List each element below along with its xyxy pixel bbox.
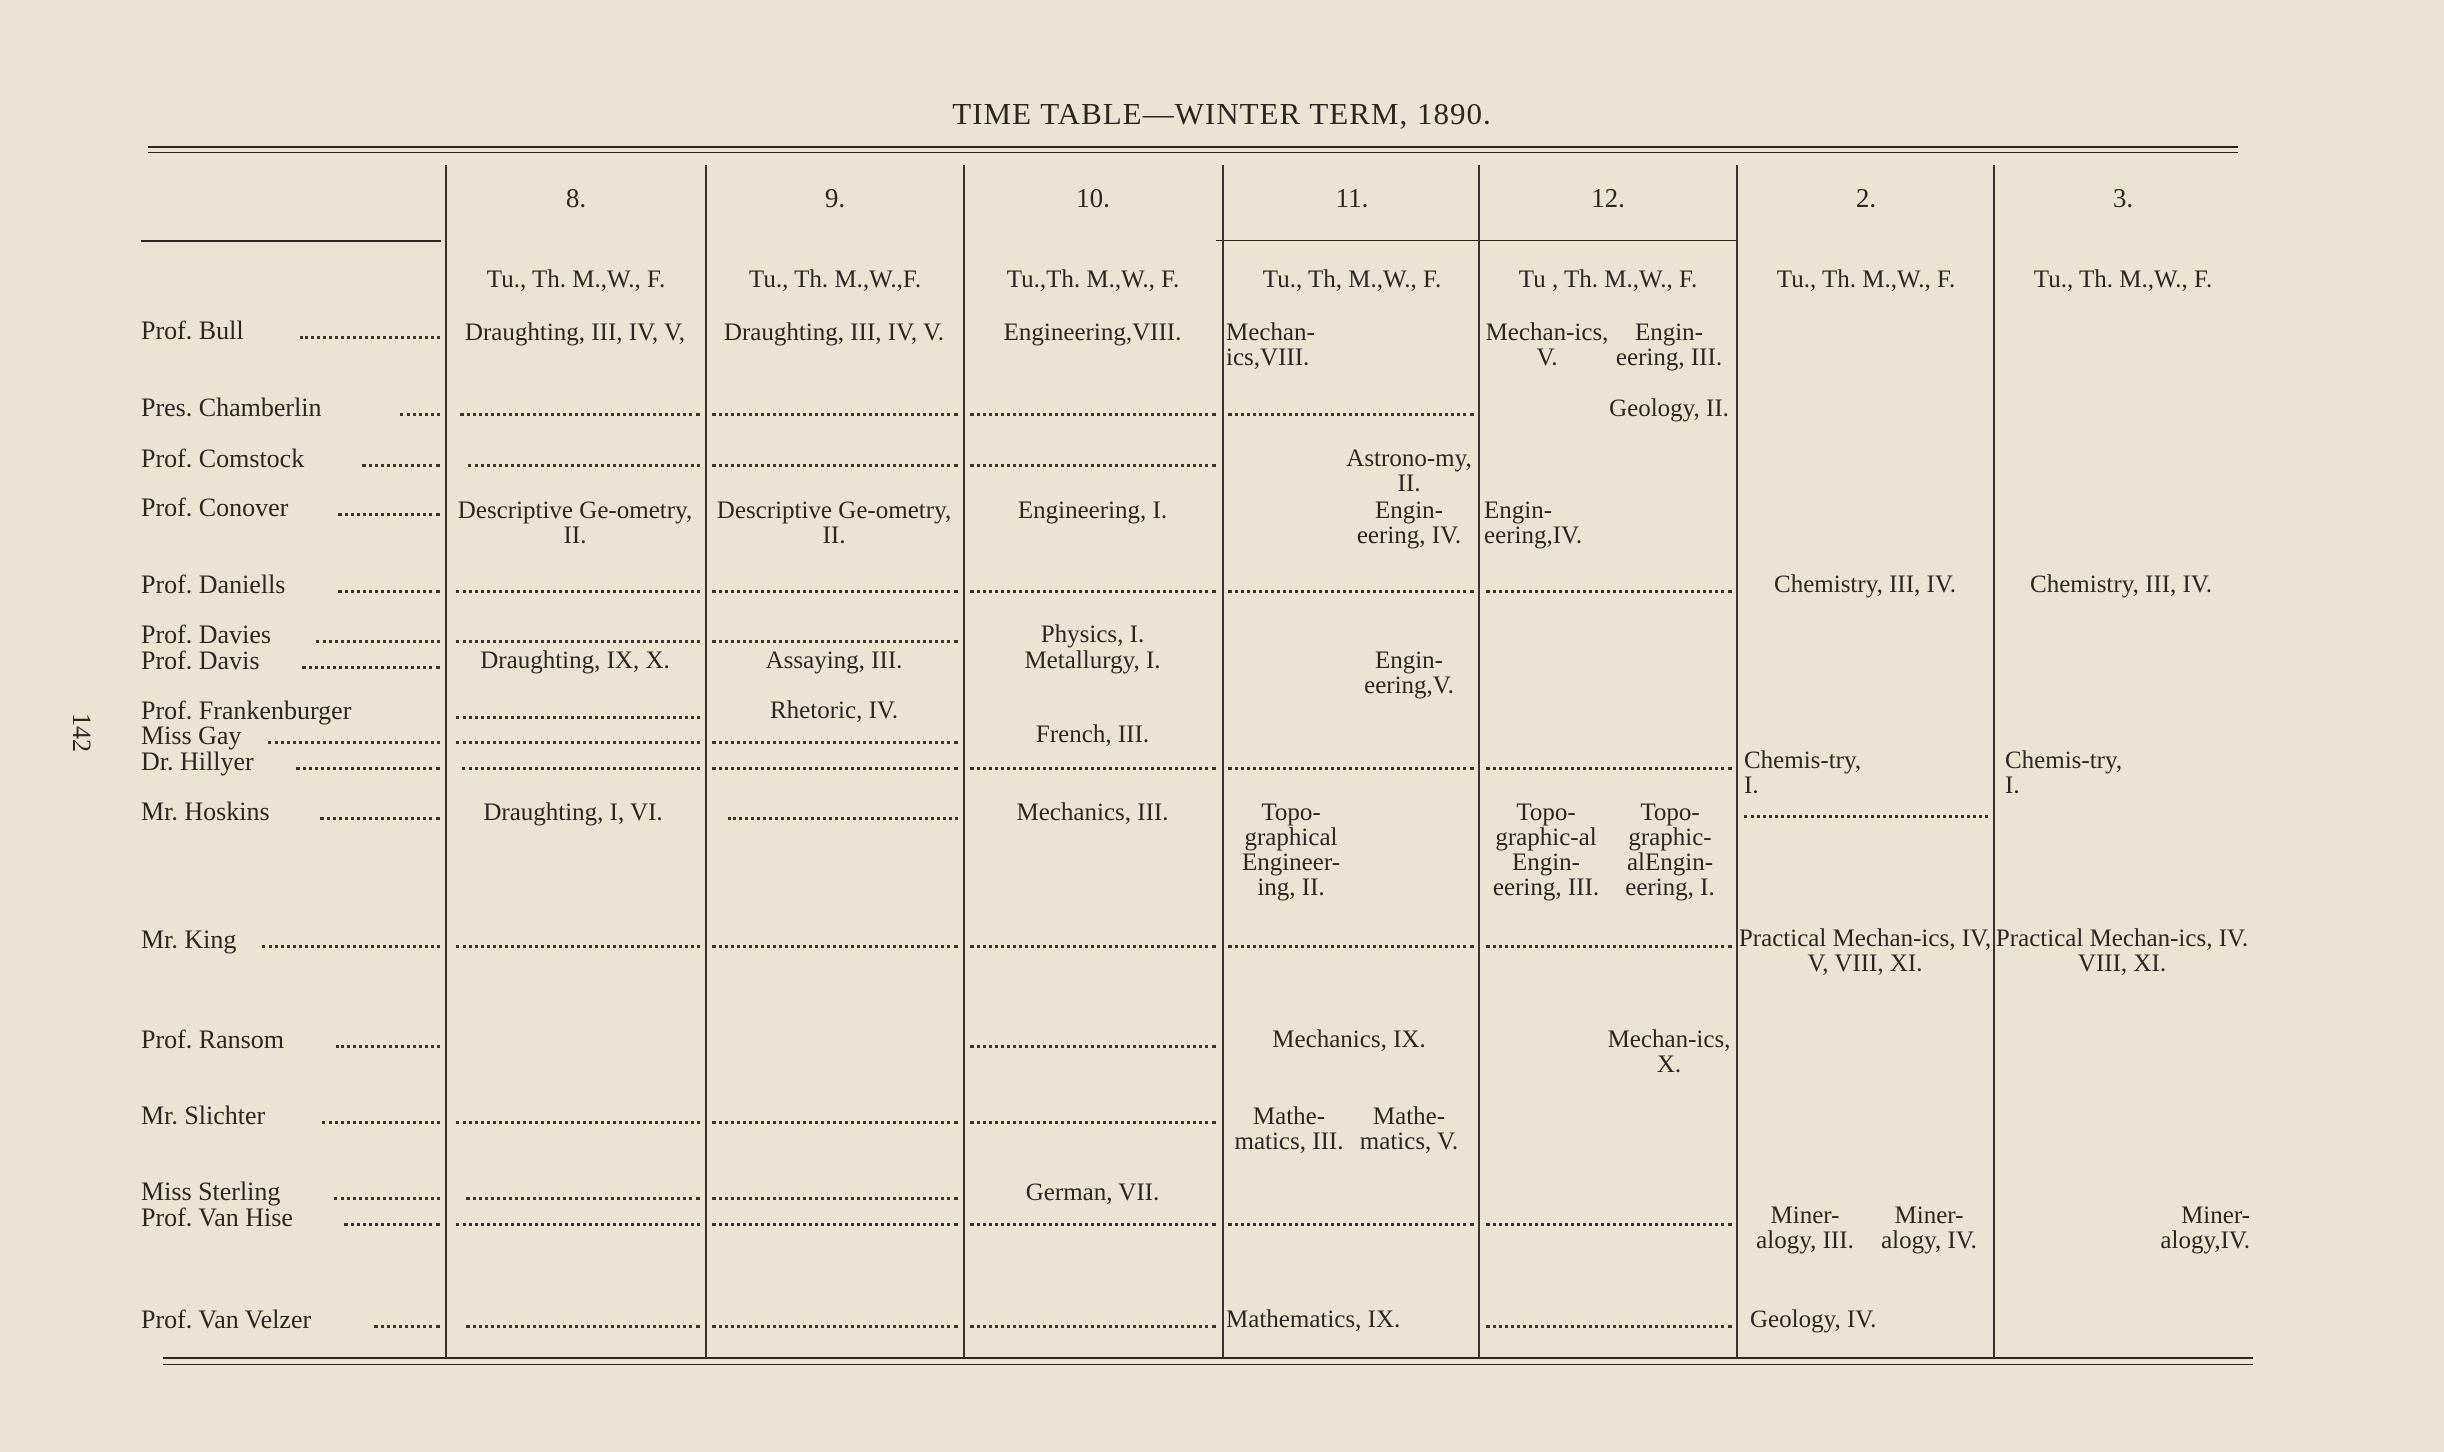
column-divider — [445, 165, 447, 1358]
empty-cell — [1228, 590, 1474, 593]
class-cell: Chemistry, III, IV. — [2030, 571, 2212, 598]
class-cell: Geology, II. — [1609, 395, 1729, 422]
day-header: Tu , Th. M.,W., F. — [1518, 266, 1698, 293]
instructor-name: Prof. Davies — [141, 620, 271, 649]
empty-cell — [970, 1045, 1216, 1048]
hour-header-12: 12. — [1591, 183, 1625, 213]
leader-dots — [322, 1121, 440, 1124]
instructor-name: Prof. Bull — [141, 316, 244, 345]
empty-cell — [1228, 413, 1474, 416]
empty-cell — [970, 767, 1216, 770]
class-cell: Miner-alogy,IV. — [2160, 1202, 2250, 1254]
hour-header-10: 10. — [1076, 183, 1110, 213]
instructor-name: Prof. Comstock — [141, 444, 305, 473]
class-cell: Mathe-matics, III. — [1234, 1103, 1344, 1155]
hour-header-2: 2. — [1855, 183, 1877, 213]
column-divider — [705, 165, 707, 1358]
leader-dots — [302, 666, 440, 669]
day-header: Tu., Th. M.,W., F. — [486, 266, 666, 293]
page-title: TIME TABLE—WINTER TERM, 1890. — [952, 96, 1492, 131]
empty-cell — [1486, 1223, 1732, 1226]
leader-dots — [344, 1223, 440, 1226]
leader-dots — [320, 817, 440, 820]
empty-cell — [466, 1325, 700, 1328]
class-cell: Draughting, IX, X. — [480, 647, 670, 674]
empty-cell — [970, 945, 1216, 948]
instructor-name: Miss Sterling — [141, 1177, 281, 1206]
day-header: Tu., Th, M.,W., F. — [1262, 266, 1442, 293]
top-rule-thin — [148, 152, 2238, 153]
day-header: Tu.,Th. M.,W., F. — [1006, 266, 1180, 293]
class-cell: Draughting, III, IV, V, — [464, 319, 686, 346]
empty-cell — [456, 945, 700, 948]
page-number: 142 — [67, 713, 96, 752]
leader-dots — [296, 767, 440, 770]
leader-dots — [334, 1197, 440, 1200]
column-divider — [1736, 165, 1738, 1358]
empty-cell — [456, 1121, 700, 1124]
empty-cell — [712, 590, 958, 593]
leader-dots — [400, 413, 440, 416]
class-cell: Engin-eering,IV. — [1484, 497, 1583, 549]
class-cell: German, VII. — [1025, 1179, 1160, 1206]
empty-cell — [970, 1325, 1216, 1328]
empty-cell — [468, 464, 700, 467]
instructor-name: Prof. Davis — [141, 646, 260, 675]
empty-cell — [712, 464, 958, 467]
empty-cell — [712, 1121, 958, 1124]
class-cell: Engineering,VIII. — [1003, 319, 1182, 346]
class-cell: Astrono-my, II. — [1346, 445, 1472, 497]
empty-cell — [712, 413, 958, 416]
column-divider — [1222, 165, 1224, 1358]
class-cell: Topo-graphic-alEngin-eering, I. — [1625, 799, 1715, 901]
leader-dots — [374, 1325, 440, 1328]
leader-dots — [316, 640, 440, 643]
instructor-name: Dr. Hillyer — [141, 747, 254, 776]
leader-dots — [338, 590, 440, 593]
class-cell: Engineering, I. — [1017, 497, 1168, 524]
class-cell: Engin-eering, IV. — [1356, 497, 1462, 549]
class-cell: Chemistry, III, IV. — [1774, 571, 1956, 598]
empty-cell — [712, 767, 958, 770]
header-rule — [141, 240, 441, 242]
hour-header-11: 11. — [1335, 183, 1369, 213]
empty-cell — [456, 590, 700, 593]
empty-cell — [1744, 815, 1988, 818]
class-cell: Descriptive Ge-ometry, II. — [457, 497, 693, 549]
empty-cell — [466, 1197, 700, 1200]
class-cell: Rhetoric, IV. — [770, 697, 898, 724]
bottom-rule — [163, 1357, 2253, 1359]
leader-dots — [262, 945, 440, 948]
empty-cell — [1486, 590, 1732, 593]
empty-cell — [970, 1121, 1216, 1124]
class-cell: Mechan-ics, X. — [1607, 1026, 1731, 1078]
class-cell: Physics, I. — [1040, 621, 1145, 648]
instructor-name: Miss Gay — [141, 721, 242, 750]
class-cell: Engin-eering, III. — [1615, 319, 1723, 371]
empty-cell — [1486, 767, 1732, 770]
class-cell: Mathematics, IX. — [1226, 1306, 1401, 1333]
hour-header-9: 9. — [824, 183, 846, 213]
empty-cell — [456, 640, 700, 643]
class-cell: Practical Mechan-ics, IV, V, VIII, XI. — [1738, 925, 1992, 977]
empty-cell — [1228, 1223, 1474, 1226]
instructor-name: Prof. Van Hise — [141, 1203, 293, 1232]
header-rule-right — [1216, 240, 1736, 241]
day-header: Tu., Th. M.,W., F. — [2033, 266, 2213, 293]
instructor-name: Mr. King — [141, 925, 237, 954]
class-cell: Chemis-try, I. — [2005, 747, 2123, 799]
day-header: Tu., Th. M.,W.,F. — [748, 266, 922, 293]
empty-cell — [712, 1325, 958, 1328]
empty-cell — [712, 640, 958, 643]
class-cell: Mechan-ics,VIII. — [1226, 319, 1315, 371]
instructor-name: Prof. Van Velzer — [141, 1305, 312, 1334]
instructor-name: Pres. Chamberlin — [141, 393, 322, 422]
empty-cell — [456, 1223, 700, 1226]
empty-cell — [970, 413, 1216, 416]
empty-cell — [460, 413, 700, 416]
top-rule — [148, 146, 2238, 148]
empty-cell — [970, 464, 1216, 467]
class-cell: Miner-alogy, IV. — [1881, 1202, 1977, 1254]
empty-cell — [728, 817, 958, 820]
hour-header-3: 3. — [2112, 183, 2134, 213]
column-divider — [1478, 165, 1480, 1358]
class-cell: Assaying, III. — [765, 647, 903, 674]
class-cell: Chemis-try, I. — [1744, 747, 1862, 799]
instructor-name: Mr. Slichter — [141, 1101, 266, 1130]
empty-cell — [970, 1223, 1216, 1226]
class-cell: Miner-alogy, III. — [1756, 1202, 1854, 1254]
empty-cell — [462, 767, 700, 770]
leader-dots — [336, 1045, 440, 1048]
class-cell: Draughting, III, IV, V. — [723, 319, 945, 346]
leader-dots — [338, 513, 440, 516]
empty-cell — [712, 741, 958, 744]
empty-cell — [1486, 945, 1732, 948]
empty-cell — [970, 590, 1216, 593]
column-divider — [1993, 165, 1995, 1358]
class-cell: Engin-eering,V. — [1364, 647, 1454, 699]
empty-cell — [456, 716, 700, 719]
empty-cell — [1228, 767, 1474, 770]
instructor-name: Prof. Daniells — [141, 570, 286, 599]
instructor-name: Prof. Frankenburger — [141, 696, 352, 725]
class-cell: Topo-graphic-al Engin-eering, III. — [1492, 799, 1600, 901]
leader-dots — [362, 464, 440, 467]
class-cell: Mechanics, III. — [1016, 799, 1169, 826]
class-cell: Draughting, I, VI. — [483, 799, 663, 826]
class-cell: Mechan-ics, V. — [1485, 319, 1609, 371]
empty-cell — [712, 1197, 958, 1200]
class-cell: Mathe-matics, V. — [1359, 1103, 1459, 1155]
empty-cell — [1228, 945, 1474, 948]
empty-cell — [1486, 1325, 1732, 1328]
instructor-name: Prof. Conover — [141, 493, 289, 522]
column-divider — [963, 165, 965, 1358]
class-cell: Descriptive Ge-ometry, II. — [716, 497, 952, 549]
class-cell: Metallurgy, I. — [1024, 647, 1161, 674]
hour-header-8: 8. — [565, 183, 587, 213]
empty-cell — [456, 741, 700, 744]
class-cell: Topo-graphical Engineer-ing, II. — [1241, 799, 1341, 901]
empty-cell — [712, 1223, 958, 1226]
leader-dots — [268, 741, 440, 744]
leader-dots — [300, 336, 440, 339]
class-cell: Geology, IV. — [1750, 1306, 1877, 1333]
instructor-name: Prof. Ransom — [141, 1025, 284, 1054]
day-header: Tu., Th. M.,W., F. — [1776, 266, 1956, 293]
class-cell: Mechanics, IX. — [1272, 1026, 1426, 1053]
empty-cell — [712, 945, 958, 948]
bottom-rule-thin — [163, 1364, 2253, 1365]
class-cell: French, III. — [1035, 721, 1150, 748]
instructor-name: Mr. Hoskins — [141, 797, 270, 826]
class-cell: Practical Mechan-ics, IV. VIII, XI. — [1995, 925, 2249, 977]
